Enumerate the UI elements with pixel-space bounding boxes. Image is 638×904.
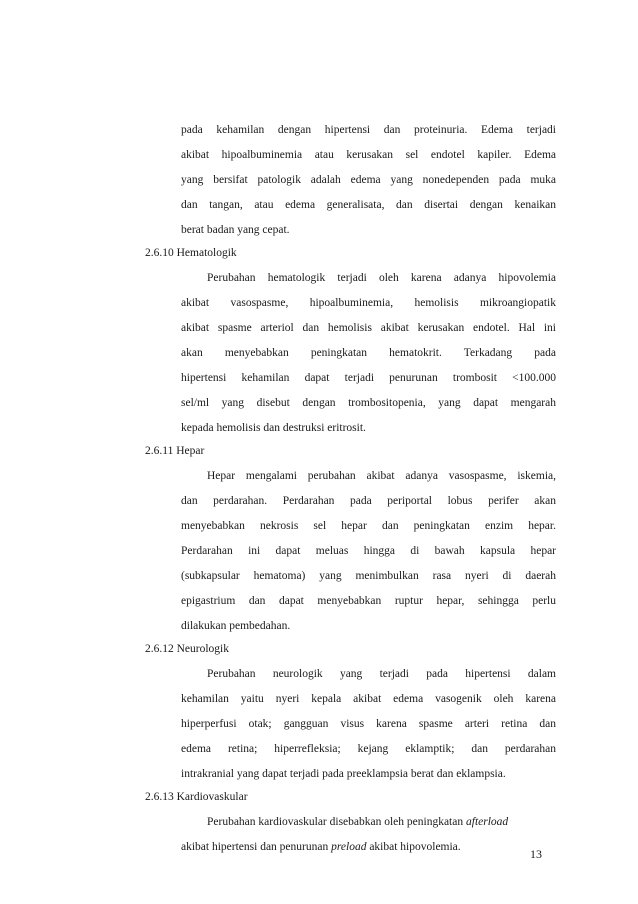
page-number: 13	[530, 847, 542, 861]
text-line: dan tangan, atau edema generalisata, dan disertai dengan kenaikan	[181, 199, 556, 211]
emphasis-preload: preload	[331, 841, 367, 853]
text-line	[181, 839, 556, 855]
text-line: pada kehamilan dengan hipertensi dan proteinuria. Edema terjadi	[181, 124, 556, 136]
text-line: Perubahan hematologik terjadi oleh karena adanya hipovolemia	[207, 272, 556, 284]
text-span: akibat hipertensi dan penurunan	[181, 841, 332, 853]
text-span: akibat hipovolemia.	[366, 841, 461, 853]
section-heading-hematologik: 2.6.10 Hematologik	[145, 247, 237, 259]
emphasis-afterload: afterload	[466, 816, 509, 828]
text-line: kepada hemolisis dan destruksi eritrosit.	[181, 422, 366, 434]
section-heading-kardiovaskular: 2.6.13 Kardiovaskular	[145, 791, 248, 803]
text-line: edema retina; hiperrefleksia; kejang eklamptik; dan perdarahan	[181, 743, 556, 755]
text-line: Perubahan neurologik yang terjadi pada hipertensi dalam	[207, 668, 556, 680]
text-line: hipertensi kehamilan dapat terjadi penurunan trombosit <100.000	[181, 372, 556, 384]
text-line: dan perdarahan. Perdarahan pada periportal lobus perifer akan	[181, 495, 556, 507]
text-line: kehamilan yaitu nyeri kepala akibat edema vasogenik oleh karena	[181, 693, 556, 705]
text-line: sel/ml yang disebut dengan trombositopenia, yang dapat mengarah	[181, 397, 556, 409]
text-line: intrakranial yang dapat terjadi pada preeklampsia berat dan eklampsia.	[181, 768, 506, 780]
text-line: akibat spasme arteriol dan hemolisis akibat kerusakan endotel. Hal ini	[181, 322, 556, 334]
text-line: (subkapsular hematoma) yang menimbulkan rasa nyeri di daerah	[181, 570, 556, 582]
text-span: Perubahan kardiovaskular disebabkan oleh peningkatan	[207, 816, 466, 828]
text-line: hiperperfusi otak; gangguan visus karena spasme arteri retina dan	[181, 718, 556, 730]
text-line: akan menyebabkan peningkatan hematokrit. Terkadang pada	[181, 347, 556, 359]
text-line: epigastrium dan dapat menyebabkan ruptur hepar, sehingga perlu	[181, 595, 556, 607]
text-line: Hepar mengalami perubahan akibat adanya vasospasme, iskemia,	[207, 470, 556, 482]
text-line: menyebabkan nekrosis sel hepar dan peningkatan enzim hepar.	[181, 520, 556, 532]
section-heading-neurologik: 2.6.12 Neurologik	[145, 643, 230, 655]
text-line: Perdarahan ini dapat meluas hingga di bawah kapsula hepar	[181, 545, 556, 557]
section-heading-hepar: 2.6.11 Hepar	[145, 445, 205, 457]
text-line: dilakukan pembedahan.	[181, 620, 291, 632]
text-line: akibat hipoalbuminemia atau kerusakan sel endotel kapiler. Edema	[181, 149, 556, 161]
text-line	[207, 814, 556, 830]
text-line: berat badan yang cepat.	[181, 224, 290, 236]
text-line: akibat vasospasme, hipoalbuminemia, hemolisis mikroangiopatik	[181, 297, 556, 309]
text-line: yang bersifat patologik adalah edema yang nonedependen pada muka	[181, 174, 556, 186]
